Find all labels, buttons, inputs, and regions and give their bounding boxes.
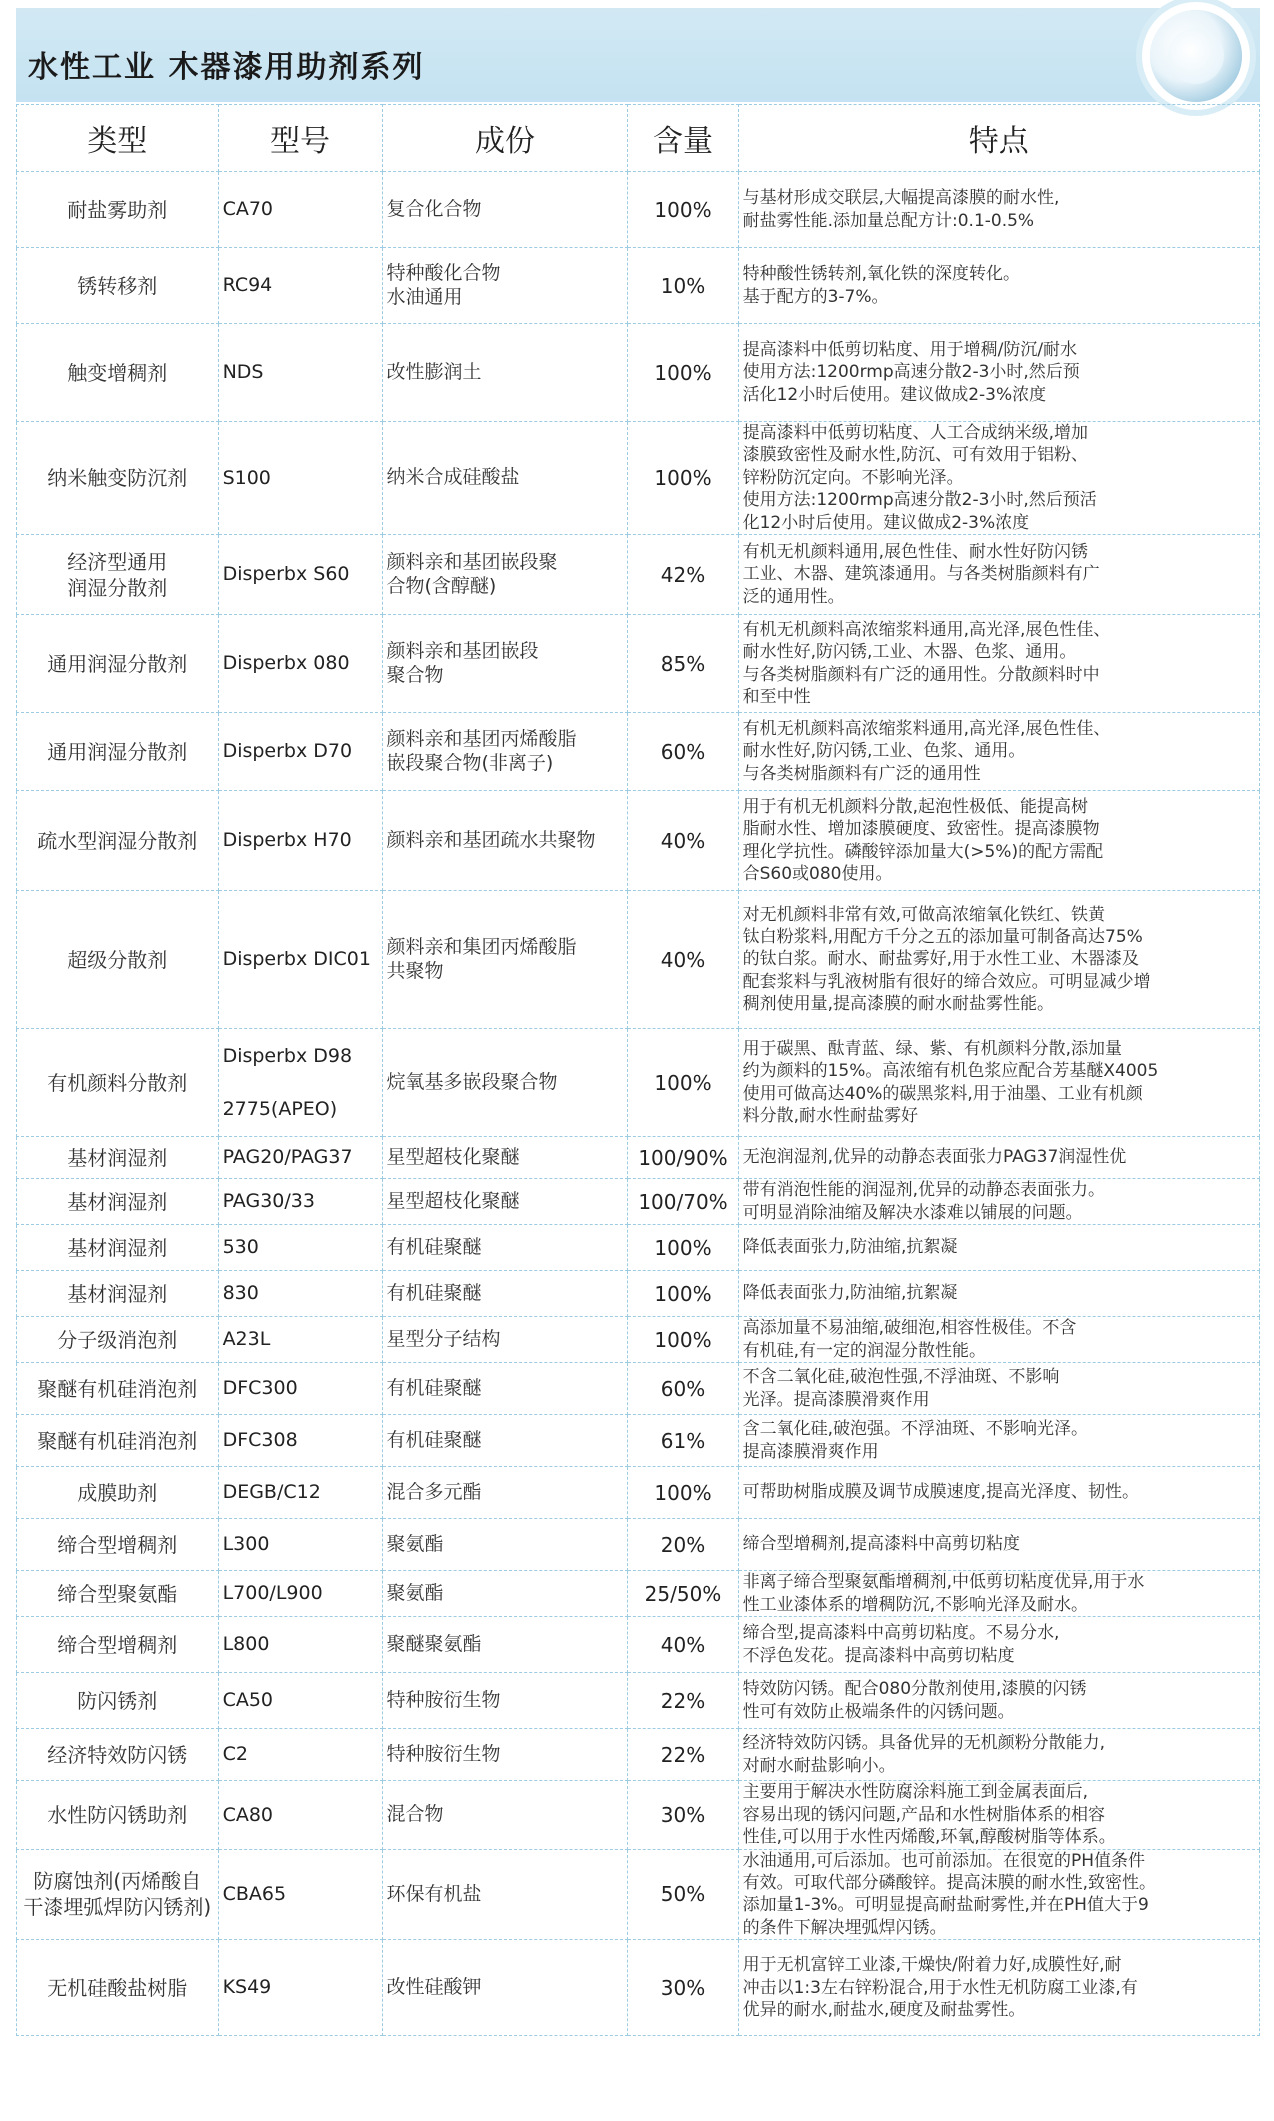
cell-composition: 混合多元酯 [382,1467,628,1519]
table-row [17,172,1260,248]
table-row [17,1225,1260,1271]
cell-model: CA70 [218,172,382,248]
cell-type: 通用润湿分散剂 [17,615,219,713]
cell-features: 对无机颜料非常有效,可做高浓缩氧化铁红、铁黄 钛白粉浆料,用配方千分之五的添加量可制备高达75% 的钛白浆。耐水、耐盐雾好,用于水性工业、木器漆及 配套浆料与乳液树脂有很好的缔合效应。可明显减少增 稠剂使用量,提高漆膜的耐水耐盐雾性能。 [738,891,1259,1029]
cell-content: 100% [628,1029,738,1137]
cell-features: 有机无机颜料高浓缩浆料通用,高光泽,展色性佳、 耐水性好,防闪锈,工业、木器、色浆、通用。 与各类树脂颜料有广泛的通用性。分散颜料时中 和至中性 [738,615,1259,713]
cell-content: 30% [628,1781,738,1849]
cell-composition: 环保有机盐 [382,1849,628,1940]
cell-content: 100% [628,1271,738,1317]
cell-features: 不含二氧化硅,破泡性强,不浮油斑、不影响 光泽。提高漆膜滑爽作用 [738,1363,1259,1415]
cell-type: 基材润湿剂 [17,1137,219,1179]
cell-composition: 聚醚聚氨酯 [382,1617,628,1673]
cell-features: 用于碳黑、酞青蓝、绿、紫、有机颜料分散,添加量 约为颜料的15%。高浓缩有机色浆应配合芳基醚X4005 使用可做高达40%的碳黑浆料,用于油墨、工业有机颜 料分散,耐水性耐盐雾好 [738,1029,1259,1137]
cell-model: S100 [218,422,382,535]
cell-features: 与基材形成交联层,大幅提高漆膜的耐水性, 耐盐雾性能.添加量总配方计:0.1-0.5% [738,172,1259,248]
cell-model: DFC308 [218,1415,382,1467]
cell-type: 基材润湿剂 [17,1225,219,1271]
cell-type: 聚醚有机硅消泡剂 [17,1415,219,1467]
cell-content: 50% [628,1849,738,1940]
cell-model: A23L [218,1317,382,1363]
cell-composition: 纳米合成硅酸盐 [382,422,628,535]
cell-content: 100% [628,172,738,248]
cell-model: Disperbx H70 [218,791,382,891]
cell-features: 用于有机无机颜料分散,起泡性极低、能提高树 脂耐水性、增加漆膜硬度、致密性。提高漆膜物 理化学抗性。磷酸锌添加量大(>5%)的配方需配 合S60或080使用。 [738,791,1259,891]
cell-type: 水性防闪锈助剂 [17,1781,219,1849]
table-row [17,1781,1260,1849]
table-row [17,248,1260,324]
cell-features: 带有消泡性能的润湿剂,优异的动静态表面张力。 可明显消除油缩及解决水漆难以铺展的问题。 [738,1179,1259,1225]
cell-model: KS49 [218,1940,382,2036]
cell-composition: 星型分子结构 [382,1317,628,1363]
cell-composition: 颜料亲和基团丙烯酸脂 嵌段聚合物(非离子) [382,713,628,791]
cell-composition: 改性膨润土 [382,324,628,422]
table-row [17,791,1260,891]
cell-content: 61% [628,1415,738,1467]
cell-content: 22% [628,1729,738,1781]
cell-composition: 颜料亲和基团嵌段聚 合物(含醇醚) [382,535,628,615]
table-row [17,1617,1260,1673]
header-composition: 成份 [382,105,628,172]
cell-features: 提高漆料中低剪切粘度、用于增稠/防沉/耐水 使用方法:1200rmp高速分散2-3小时,然后预 活化12小时后使用。建议做成2-3%浓度 [738,324,1259,422]
cell-model: Disperbx D70 [218,713,382,791]
cell-model: NDS [218,324,382,422]
cell-composition: 烷氧基多嵌段聚合物 [382,1029,628,1137]
cell-content: 10% [628,248,738,324]
cell-type: 基材润湿剂 [17,1179,219,1225]
cell-composition: 有机硅聚醚 [382,1271,628,1317]
product-table [16,104,1260,2036]
cell-content: 22% [628,1673,738,1729]
cell-content: 40% [628,1617,738,1673]
cell-type: 缔合型聚氨酯 [17,1571,219,1617]
cell-content: 60% [628,713,738,791]
cell-content: 40% [628,791,738,891]
cell-composition: 聚氨酯 [382,1571,628,1617]
table-row [17,713,1260,791]
cell-type: 缔合型增稠剂 [17,1617,219,1673]
table-row [17,1849,1260,1940]
cell-model: CBA65 [218,1849,382,1940]
cell-content: 100/70% [628,1179,738,1225]
cell-features: 缔合型,提高漆料中高剪切粘度。不易分水, 不浮色发花。提高漆料中高剪切粘度 [738,1617,1259,1673]
cell-type: 经济特效防闪锈 [17,1729,219,1781]
table-row [17,1571,1260,1617]
header-features: 特点 [738,105,1259,172]
table-row [17,615,1260,713]
cell-content: 40% [628,891,738,1029]
cell-type: 防闪锈剂 [17,1673,219,1729]
cell-features: 提高漆料中低剪切粘度、人工合成纳米级,增加 漆膜致密性及耐水性,防沉、可有效用于铝粉、 锌粉防沉定向。不影响光泽。 使用方法:1200rmp高速分散2-3小时,然后预活 化12小时后使用。建议做成2-3%浓度 [738,422,1259,535]
table-row [17,1467,1260,1519]
table-row [17,1271,1260,1317]
cell-model: PAG20/PAG37 [218,1137,382,1179]
cell-type: 疏水型润湿分散剂 [17,791,219,891]
cell-type: 聚醚有机硅消泡剂 [17,1363,219,1415]
cell-model: Disperbx DIC01 [218,891,382,1029]
cell-type: 分子级消泡剂 [17,1317,219,1363]
cell-features: 含二氧化硅,破泡强。不浮油斑、不影响光泽。 提高漆膜滑爽作用 [738,1415,1259,1467]
cell-type: 缔合型增稠剂 [17,1519,219,1571]
cell-model: DFC300 [218,1363,382,1415]
table-row [17,1029,1260,1137]
cell-composition: 改性硅酸钾 [382,1940,628,2036]
table-row [17,1519,1260,1571]
cell-type: 基材润湿剂 [17,1271,219,1317]
cell-model: PAG30/33 [218,1179,382,1225]
cell-content: 30% [628,1940,738,2036]
cell-content: 25/50% [628,1571,738,1617]
page-title: 水性工业 木器漆用助剂系列 [28,50,425,85]
cell-composition: 有机硅聚醚 [382,1225,628,1271]
cell-features: 有机无机颜料通用,展色性佳、耐水性好防闪锈 工业、木器、建筑漆通用。与各类树脂颜料有广 泛的通用性。 [738,535,1259,615]
table-row [17,1179,1260,1225]
table-row [17,891,1260,1029]
cell-content: 42% [628,535,738,615]
cell-model: Disperbx S60 [218,535,382,615]
cell-model: L800 [218,1617,382,1673]
header-content: 含量 [628,105,738,172]
cell-content: 100/90% [628,1137,738,1179]
cell-model: CA50 [218,1673,382,1729]
cell-composition: 有机硅聚醚 [382,1363,628,1415]
header-model: 型号 [218,105,382,172]
table-header-row [17,105,1260,172]
cell-content: 100% [628,422,738,535]
cell-features: 缔合型增稠剂,提高漆料中高剪切粘度 [738,1519,1259,1571]
logo-circle-icon [1150,10,1242,102]
cell-features: 非离子缔合型聚氨酯增稠剂,中低剪切粘度优异,用于水 性工业漆体系的增稠防沉,不影响光泽及耐水。 [738,1571,1259,1617]
table-row [17,535,1260,615]
logo-inner-circle [1168,28,1224,84]
cell-type: 锈转移剂 [17,248,219,324]
cell-content: 20% [628,1519,738,1571]
cell-features: 无泡润湿剂,优异的动静态表面张力PAG37润湿性优 [738,1137,1259,1179]
cell-features: 水油通用,可后添加。也可前添加。在很宽的PH值条件 有效。可取代部分磷酸锌。提高沫膜的耐水性,致密性。 添加量1-3%。可明显提高耐盐耐雾性,并在PH值大于9 的条件下解决埋弧焊闪锈。 [738,1849,1259,1940]
cell-model: DEGB/C12 [218,1467,382,1519]
cell-composition: 星型超枝化聚醚 [382,1137,628,1179]
cell-type: 成膜助剂 [17,1467,219,1519]
cell-type: 触变增稠剂 [17,324,219,422]
cell-composition: 星型超枝化聚醚 [382,1179,628,1225]
cell-composition: 有机硅聚醚 [382,1415,628,1467]
cell-type: 通用润湿分散剂 [17,713,219,791]
table-row [17,1363,1260,1415]
cell-model: 830 [218,1271,382,1317]
cell-features: 用于无机富锌工业漆,干燥快/附着力好,成膜性好,耐 冲击以1:3左右锌粉混合,用于水性无机防腐工业漆,有 优异的耐水,耐盐水,硬度及耐盐雾性。 [738,1940,1259,2036]
cell-content: 100% [628,1467,738,1519]
cell-content: 85% [628,615,738,713]
table-row [17,1137,1260,1179]
cell-model: L300 [218,1519,382,1571]
cell-model: Disperbx 080 [218,615,382,713]
cell-composition: 特种胺衍生物 [382,1729,628,1781]
cell-features: 降低表面张力,防油缩,抗絮凝 [738,1225,1259,1271]
cell-features: 可帮助树脂成膜及调节成膜速度,提高光泽度、韧性。 [738,1467,1259,1519]
cell-type: 无机硅酸盐树脂 [17,1940,219,2036]
table-row [17,1729,1260,1781]
cell-features: 特效防闪锈。配合080分散剂使用,漆膜的闪锈 性可有效防止极端条件的闪锈问题。 [738,1673,1259,1729]
cell-type: 有机颜料分散剂 [17,1029,219,1137]
cell-type: 纳米触变防沉剂 [17,422,219,535]
cell-composition: 颜料亲和基团嵌段 聚合物 [382,615,628,713]
cell-composition: 颜料亲和基团疏水共聚物 [382,791,628,891]
cell-type: 防腐蚀剂(丙烯酸自 干漆埋弧焊防闪锈剂) [17,1849,219,1940]
cell-features: 降低表面张力,防油缩,抗絮凝 [738,1271,1259,1317]
cell-content: 60% [628,1363,738,1415]
cell-model: C2 [218,1729,382,1781]
cell-type: 耐盐雾助剂 [17,172,219,248]
cell-features: 有机无机颜料高浓缩浆料通用,高光泽,展色性佳、 耐水性好,防闪锈,工业、色浆、通用。 与各类树脂颜料有广泛的通用性 [738,713,1259,791]
cell-model: CA80 [218,1781,382,1849]
cell-model: RC94 [218,248,382,324]
table-row [17,1317,1260,1363]
cell-features: 主要用于解决水性防腐涂料施工到金属表面后, 容易出现的锈闪问题,产品和水性树脂体系的相容 性佳,可以用于水性丙烯酸,环氧,醇酸树脂等体系。 [738,1781,1259,1849]
cell-features: 经济特效防闪锈。具备优异的无机颜粉分散能力, 对耐水耐盐影响小。 [738,1729,1259,1781]
cell-type: 经济型通用 润湿分散剂 [17,535,219,615]
cell-composition: 特种胺衍生物 [382,1673,628,1729]
header-type: 类型 [17,105,219,172]
cell-composition: 聚氨酯 [382,1519,628,1571]
cell-features: 特种酸性锈转剂,氧化铁的深度转化。 基于配方的3-7%。 [738,248,1259,324]
cell-type: 超级分散剂 [17,891,219,1029]
cell-model: 530 [218,1225,382,1271]
cell-composition: 颜料亲和集团丙烯酸脂 共聚物 [382,891,628,1029]
cell-content: 100% [628,1225,738,1271]
cell-model: L700/L900 [218,1571,382,1617]
table-row [17,1673,1260,1729]
table-row [17,422,1260,535]
cell-features: 高添加量不易油缩,破细泡,相容性极佳。不含 有机硅,有一定的润湿分散性能。 [738,1317,1259,1363]
table-row [17,324,1260,422]
cell-composition: 特种酸化合物 水油通用 [382,248,628,324]
table-row [17,1415,1260,1467]
cell-content: 100% [628,324,738,422]
cell-composition: 复合化合物 [382,172,628,248]
cell-content: 100% [628,1317,738,1363]
table-row [17,1940,1260,2036]
cell-model: Disperbx D98 2775(APEO) [218,1029,382,1137]
cell-composition: 混合物 [382,1781,628,1849]
